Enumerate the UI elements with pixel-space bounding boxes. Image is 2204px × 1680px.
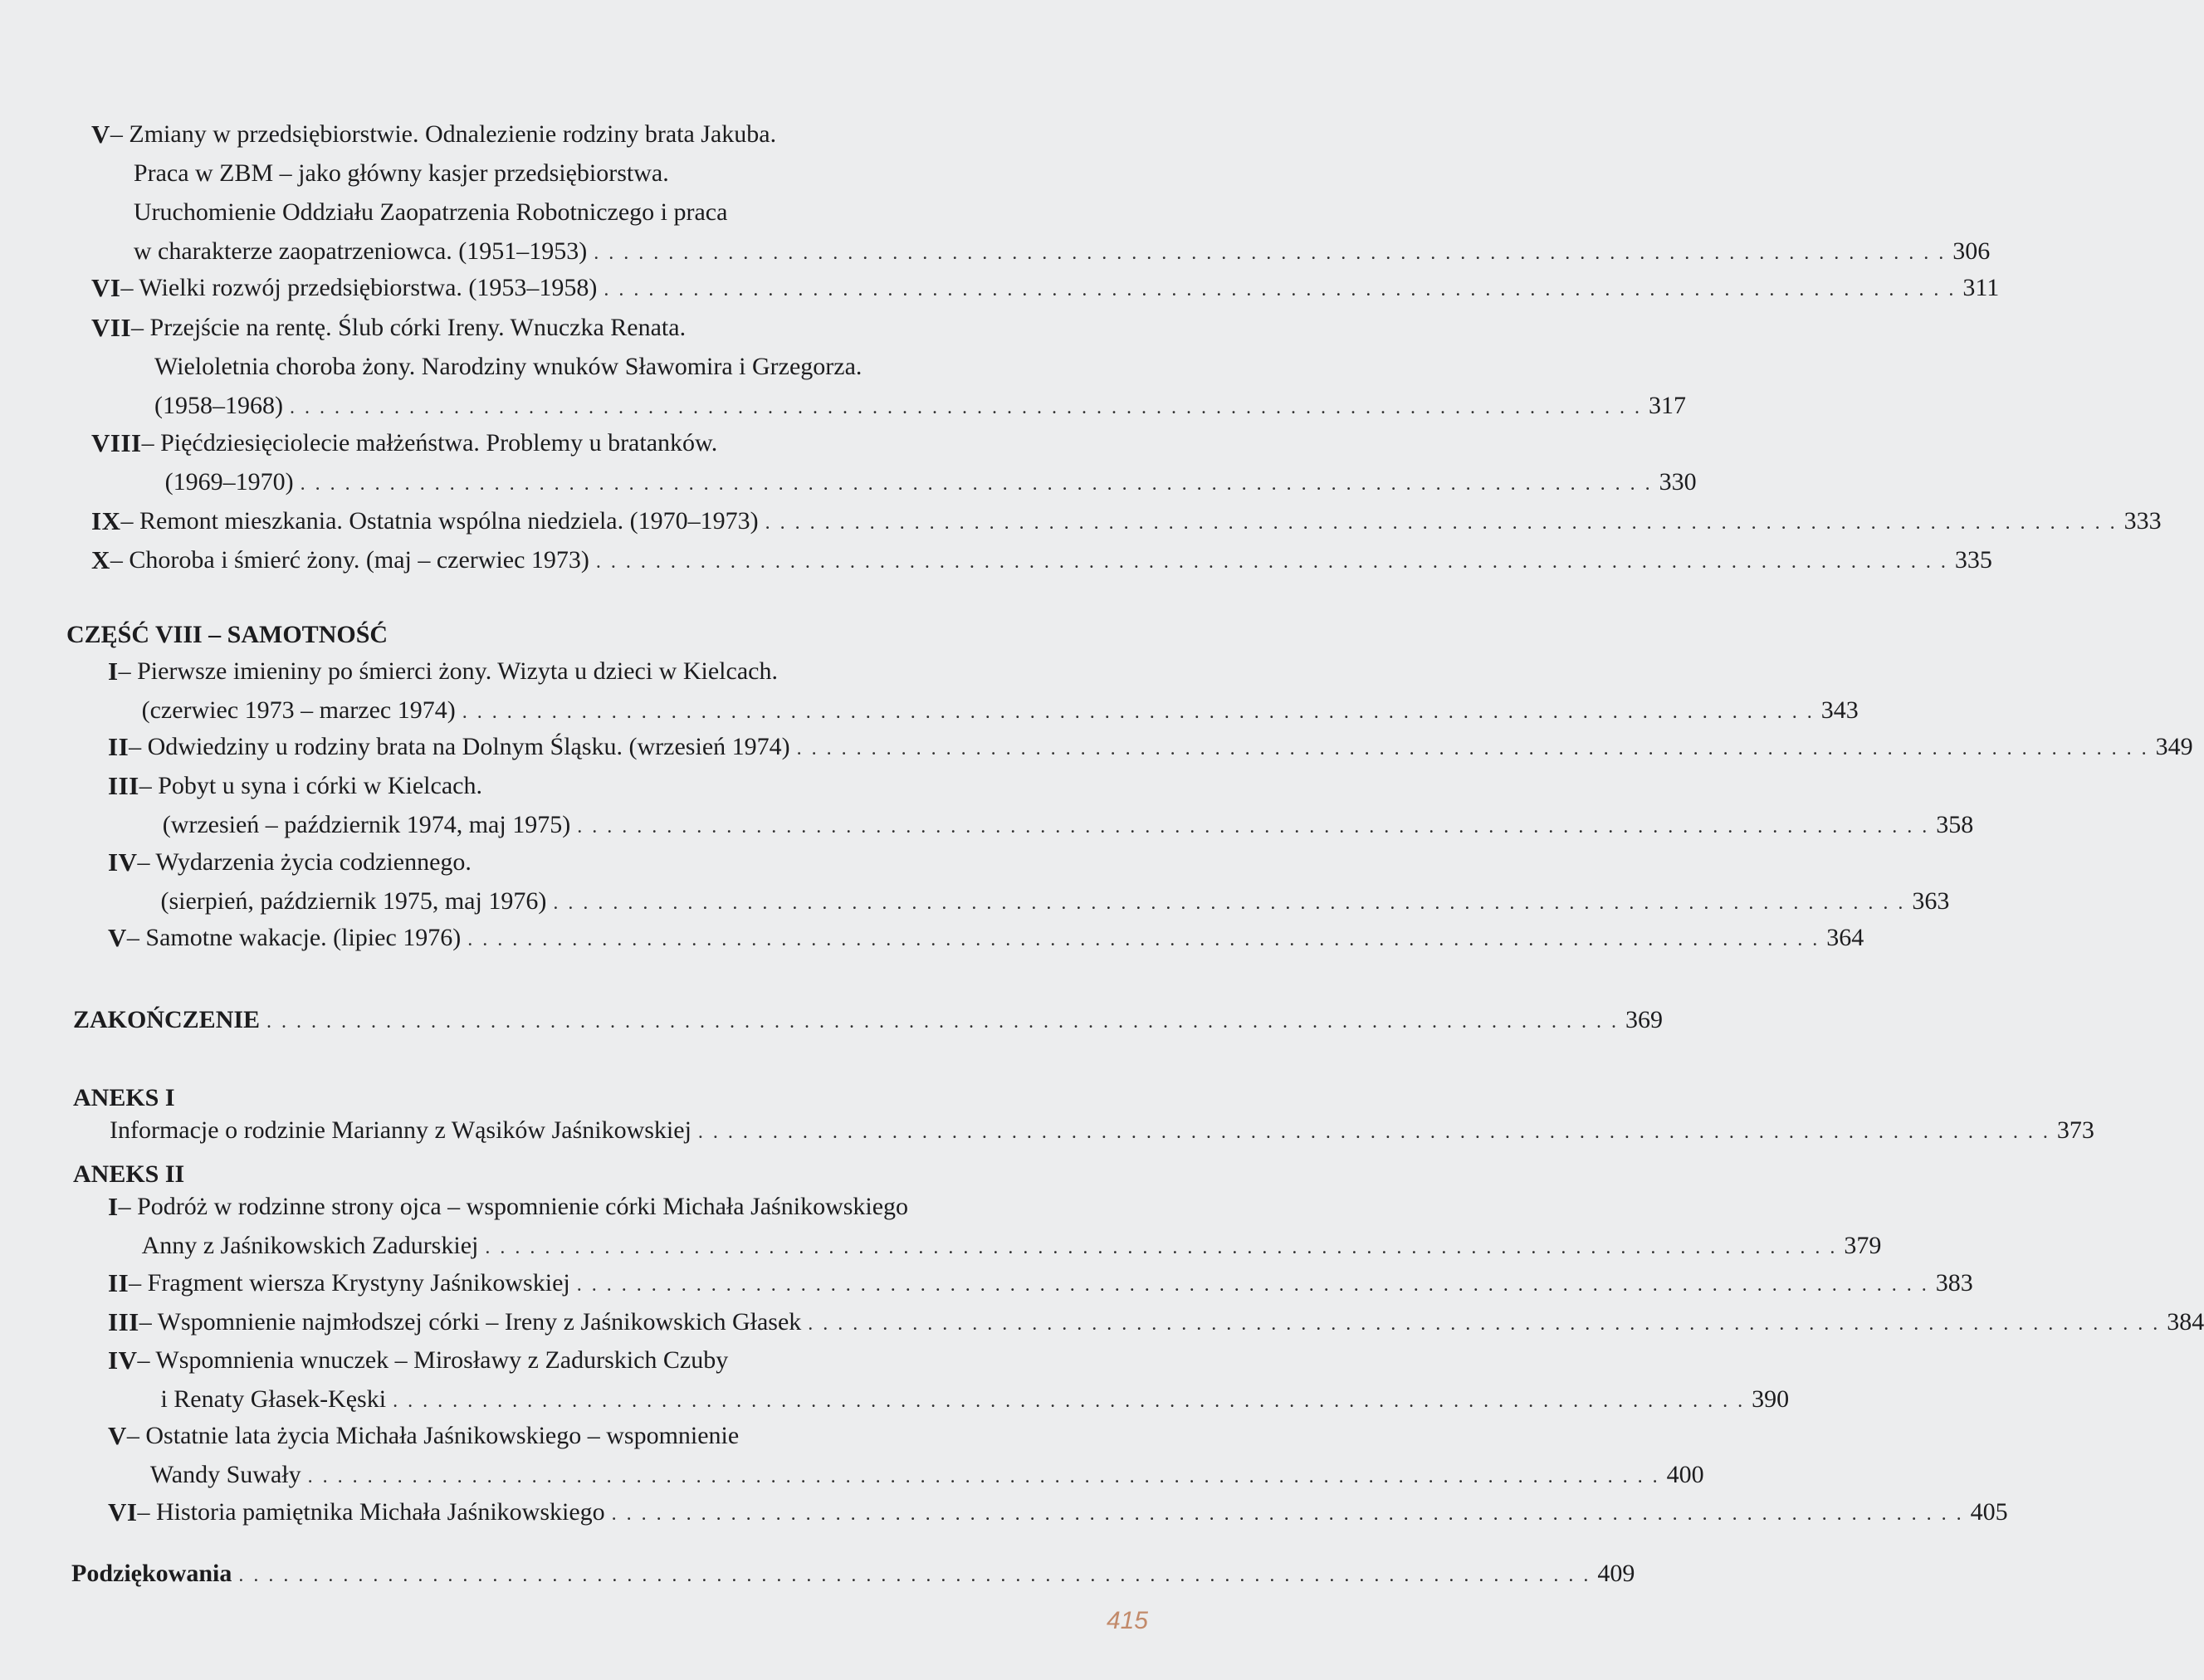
entry-title-line: Wandy Suwały (149, 1461, 301, 1488)
page-ref: 333 (2123, 507, 2162, 535)
entry-title-line: – Pierwsze imieniny po śmierci żony. Wizyta u dzieci w Kielcach. (118, 657, 778, 685)
page-ref: 330 (1659, 468, 1697, 496)
chapter-number: V (91, 120, 110, 149)
page-ref: 390 (1752, 1385, 1790, 1413)
chapter-number: IV (108, 1345, 138, 1375)
entry-title-line: w charakterze zaopatrzeniowca. (1951–1953) (133, 237, 588, 265)
dot-leader (612, 1495, 1964, 1534)
dot-leader (596, 543, 1948, 582)
dot-leader (485, 1228, 1837, 1267)
zakonczenie-entry (73, 1000, 1664, 1042)
chapter-number: VII (91, 313, 132, 342)
dot-leader (467, 921, 1820, 960)
toc-entry (108, 1187, 1882, 1267)
entry-title-line: i Renaty Głasek-Kęski (160, 1385, 387, 1413)
page-ref: 317 (1649, 392, 1686, 419)
chapter-number: VI (91, 273, 121, 302)
dot-leader (604, 271, 1956, 310)
entry-title-line: – Podróż w rodzinne strony ojca – wspomnienie córki Michała Jaśnikowskiego (118, 1193, 909, 1220)
chapter-number: IV (108, 847, 138, 877)
entry-title-line: Anny z Jaśnikowskich Zadurskiej (141, 1232, 479, 1259)
toc-entry (108, 652, 1859, 732)
chapter-number: III (108, 1307, 139, 1336)
entry-title-line: – Remont mieszkania. Ostatnia wspólna niedziela. (1970–1973) (120, 507, 759, 535)
page-ref: 311 (1962, 274, 2000, 301)
toc-entry (108, 1263, 1973, 1305)
toc-entry (108, 1302, 2204, 1344)
toc-entry (108, 1341, 1790, 1421)
page-number: 415 (1106, 1607, 1148, 1634)
chapter-number: I (108, 1192, 119, 1221)
podziekowania-entry (71, 1554, 1635, 1595)
entry-title-line: Praca w ZBM – jako główny kasjer przedsiębiorstwa. (133, 159, 669, 187)
dot-leader (577, 1266, 1929, 1305)
page-ref: 373 (2056, 1116, 2094, 1144)
entry-title-line: Uruchomienie Oddziału Zaopatrzenia Robotniczego i praca (133, 198, 728, 226)
zakonczenie-entry-label: ZAKOŃCZENIE (73, 1006, 261, 1033)
toc-entry (108, 1416, 1704, 1497)
toc-entry (108, 918, 1864, 960)
entry-title-line: (1969–1970) (164, 468, 294, 496)
dot-leader (594, 234, 1946, 273)
entry-title-line: – Przejście na rentę. Ślub córki Ireny. Wnuczka Renata. (131, 314, 687, 341)
entry-title-line: Wieloletnia choroba żony. Narodziny wnuków Sławomira i Grzegorza. (154, 353, 863, 380)
page-ref: 363 (1912, 887, 1950, 915)
dot-leader (301, 465, 1653, 504)
entry-title-line: – Ostatnie lata życia Michała Jaśnikowskiego – wspomnienie (126, 1422, 740, 1449)
dot-leader (238, 1556, 1591, 1595)
page-ref: 343 (1820, 696, 1859, 724)
chapter-number: VIII (91, 428, 142, 457)
chapter-number: VI (108, 1497, 138, 1526)
entry-title-line: – Wspomnienie najmłodszej córki – Ireny z Jaśnikowskich Głasek (139, 1308, 802, 1336)
toc-entry (91, 540, 1992, 582)
dot-leader (765, 504, 2118, 543)
page-ref: 409 (1597, 1560, 1635, 1587)
page-ref: 306 (1952, 237, 1991, 265)
entry-title-line: (1958–1968) (154, 392, 283, 419)
page-ref: 369 (1625, 1006, 1664, 1033)
part-viii-heading: CZĘŚĆ VIII – SAMOTNOŚĆ (66, 621, 389, 648)
toc-entry (91, 501, 2162, 543)
dot-leader (553, 884, 1905, 923)
toc-entry (91, 115, 1991, 273)
dot-leader (808, 1305, 2160, 1344)
chapter-number: I (108, 657, 119, 686)
toc-entry (108, 842, 1950, 923)
chapter-number: X (91, 545, 110, 574)
entry-title-line: – Wspomnienia wnuczek – Mirosławy z Zadurskich Czuby (137, 1346, 729, 1374)
aneks-i-entry-label: Informacje o rodzinie Marianny z Wąsików Jaśnikowskiej (110, 1116, 691, 1144)
entry-title-line: – Pięćdziesięciolecie małżeństwa. Problemy u bratanków. (141, 429, 718, 457)
entry-title-line: – Historia pamiętnika Michała Jaśnikowskiego (137, 1498, 605, 1526)
entry-title-line: – Odwiedziny u rodziny brata na Dolnym Śląsku. (wrzesień 1974) (129, 733, 790, 760)
chapter-number: III (108, 771, 139, 800)
entry-title-line: – Wielki rozwój przedsiębiorstwa. (1953–1958) (120, 274, 598, 301)
entry-title-line: – Wydarzenia życia codziennego. (137, 848, 472, 876)
entry-title-line: – Pobyt u syna i córki w Kielcach. (139, 772, 482, 799)
entry-title-line: (czerwiec 1973 – marzec 1974) (141, 696, 456, 724)
chapter-number: IX (91, 506, 121, 535)
page-ref: 379 (1844, 1232, 1882, 1259)
page-ref: 364 (1826, 924, 1864, 951)
toc-entry (108, 727, 2193, 769)
dot-leader (393, 1382, 1745, 1421)
dot-leader (266, 1003, 1619, 1042)
toc-entry (91, 268, 2000, 310)
page-ref: 358 (1936, 811, 1974, 838)
entry-title-line: – Zmiany w przedsiębiorstwie. Odnalezienie rodziny brata Jakuba. (110, 120, 777, 148)
page-ref: 384 (2167, 1308, 2204, 1336)
toc-entry (91, 308, 1686, 427)
entry-title-line: (wrzesień – październik 1974, maj 1975) (162, 811, 571, 838)
dot-leader (797, 730, 2149, 769)
chapter-number: V (108, 923, 127, 952)
dot-leader (290, 388, 1642, 427)
podziekowania-entry-label: Podziękowania (71, 1560, 232, 1587)
entry-title-line: (sierpień, październik 1975, maj 1976) (160, 887, 547, 915)
toc-entry (108, 766, 1974, 847)
page-ref: 405 (1970, 1498, 2008, 1526)
aneks-i-heading: ANEKS I (73, 1084, 175, 1111)
dot-leader (462, 693, 1815, 732)
chapter-number: II (108, 732, 130, 761)
entry-title-line: – Fragment wiersza Krystyny Jaśnikowskiej (129, 1269, 570, 1297)
page-ref: 335 (1954, 546, 1992, 574)
toc-entry (108, 1492, 2008, 1534)
dot-leader (577, 808, 1929, 847)
toc-entry (91, 423, 1697, 504)
aneks-i-entry (110, 1111, 2094, 1152)
page-ref: 383 (1935, 1269, 1973, 1297)
chapter-number: V (108, 1421, 127, 1450)
page-ref: 400 (1666, 1461, 1704, 1488)
aneks-ii-heading: ANEKS II (73, 1160, 185, 1188)
dot-leader (308, 1458, 1660, 1497)
chapter-number: II (108, 1268, 130, 1297)
entry-title-line: – Samotne wakacje. (lipiec 1976) (126, 924, 462, 951)
dot-leader (698, 1113, 2050, 1152)
page-ref: 349 (2155, 733, 2193, 760)
entry-title-line: – Choroba i śmierć żony. (maj – czerwiec 1973) (110, 546, 589, 574)
